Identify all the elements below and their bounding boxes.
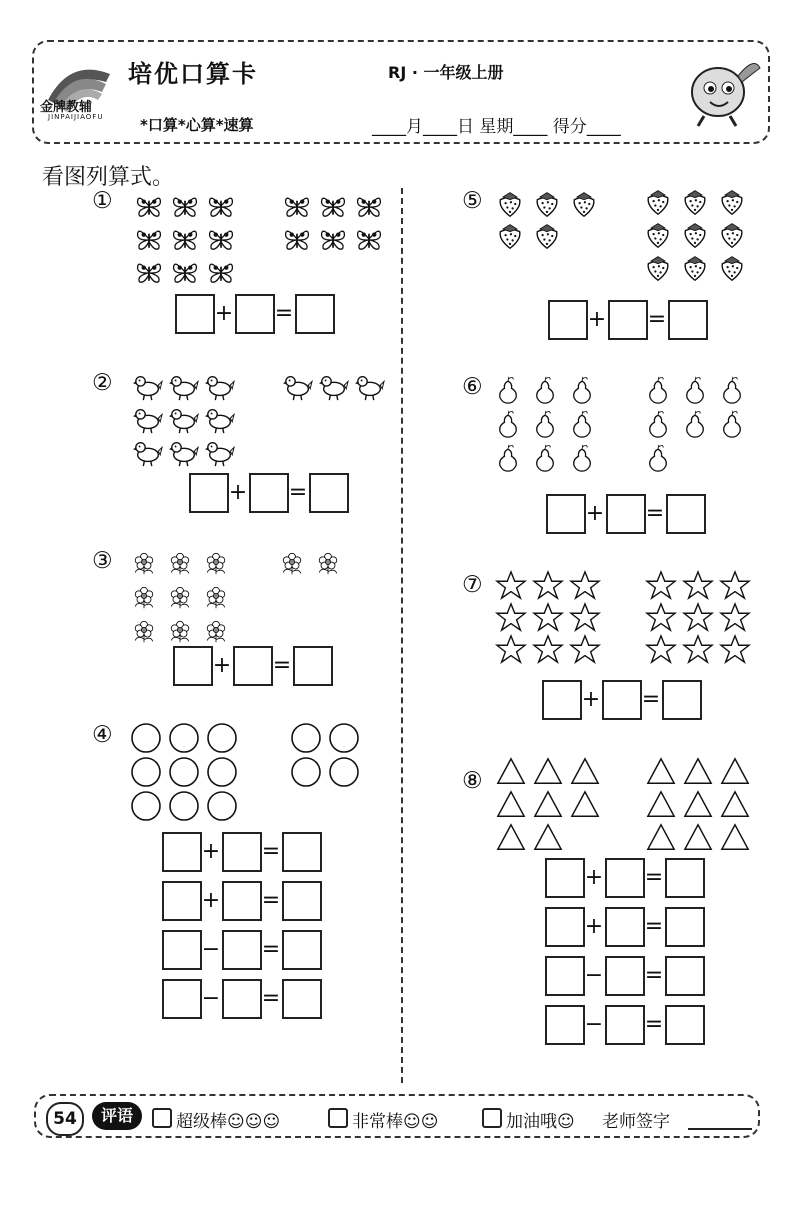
chicken-icon [205, 372, 235, 402]
pear-icon [494, 376, 522, 404]
triangle-icon [646, 789, 676, 819]
column-divider [401, 188, 403, 1083]
triangle-icon [533, 756, 563, 786]
answer-box[interactable] [605, 858, 645, 898]
answer-box[interactable] [542, 680, 582, 720]
answer-box[interactable] [668, 300, 708, 340]
operator-sign: + [584, 865, 604, 890]
operator-sign: − [584, 963, 604, 988]
chicken-icon [319, 372, 349, 402]
strawberry-icon [681, 221, 709, 249]
equals-sign: = [644, 865, 664, 890]
star-icon [720, 634, 750, 664]
option-keep-going-label: 加油哦☺ [506, 1112, 575, 1132]
chicken-icon [205, 438, 235, 468]
equals-sign: = [644, 963, 664, 988]
strawberry-icon [681, 254, 709, 282]
problem-number: ① [92, 188, 113, 214]
brand-name-en: JINPAIJIAOFU [48, 113, 104, 121]
answer-box[interactable] [222, 930, 262, 970]
triangle-icon [570, 756, 600, 786]
pear-icon [531, 410, 559, 438]
triangle-icon [496, 789, 526, 819]
operator-sign: + [201, 888, 221, 913]
butterfly-icon [283, 225, 311, 253]
answer-box[interactable] [189, 473, 229, 513]
instruction-text: 看图列算式。 [42, 165, 175, 190]
answer-box[interactable] [545, 1005, 585, 1045]
pear-icon [568, 376, 596, 404]
problem-number: ③ [92, 548, 113, 574]
answer-box[interactable] [293, 646, 333, 686]
chicken-icon [133, 405, 163, 435]
operator-sign: − [201, 986, 221, 1011]
strawberry-icon [533, 190, 561, 218]
star-icon [533, 570, 563, 600]
answer-box[interactable] [605, 907, 645, 947]
pear-icon [568, 410, 596, 438]
circle-icon [290, 722, 322, 754]
butterfly-icon [355, 192, 383, 220]
page-title: 培优口算卡 [128, 60, 258, 88]
strawberry-icon [496, 222, 524, 250]
problem-number: ② [92, 370, 113, 396]
answer-box[interactable] [545, 907, 585, 947]
answer-box[interactable] [235, 294, 275, 334]
triangle-icon [646, 822, 676, 852]
subtitle: *口算*心算*速算 [140, 116, 254, 134]
answer-box[interactable] [662, 680, 702, 720]
star-icon [683, 634, 713, 664]
flower-icon [130, 616, 158, 644]
answer-box[interactable] [222, 979, 262, 1019]
strawberry-icon [681, 188, 709, 216]
answer-box[interactable] [233, 646, 273, 686]
butterfly-icon [135, 192, 163, 220]
equals-sign: = [261, 986, 281, 1011]
butterfly-icon [135, 258, 163, 286]
pear-icon [568, 444, 596, 472]
pear-icon [718, 376, 746, 404]
book-logo-icon [40, 54, 116, 134]
brand-name: 金牌教辅 [40, 100, 93, 115]
circle-icon [328, 722, 360, 754]
triangle-icon [533, 822, 563, 852]
strawberry-icon [718, 254, 746, 282]
star-icon [496, 570, 526, 600]
strawberry-icon [718, 221, 746, 249]
pear-icon [644, 376, 672, 404]
butterfly-icon [319, 225, 347, 253]
equals-sign: = [272, 653, 292, 678]
triangle-icon [720, 822, 750, 852]
equals-sign: = [641, 687, 661, 712]
strawberry-icon [718, 188, 746, 216]
star-icon [496, 634, 526, 664]
checkbox-super[interactable] [152, 1108, 172, 1128]
star-icon [720, 570, 750, 600]
pear-icon [531, 444, 559, 472]
operator-sign: + [584, 914, 604, 939]
operator-sign: − [584, 1012, 604, 1037]
problem-number: ④ [92, 722, 113, 748]
option-very-good-label: 非常棒☺☺ [352, 1112, 439, 1132]
flower-icon [314, 548, 342, 576]
operator-sign: − [201, 937, 221, 962]
circle-icon [168, 756, 200, 788]
pear-icon [644, 444, 672, 472]
answer-box[interactable] [309, 473, 349, 513]
grade-label: RJ · 一年级上册 [388, 63, 504, 82]
operator-sign: + [581, 687, 601, 712]
strawberry-icon [570, 190, 598, 218]
answer-box[interactable] [546, 494, 586, 534]
flower-icon [166, 582, 194, 610]
star-icon [533, 602, 563, 632]
answer-box[interactable] [295, 294, 335, 334]
flower-icon [130, 548, 158, 576]
answer-box[interactable] [605, 1005, 645, 1045]
star-icon [533, 634, 563, 664]
star-icon [496, 602, 526, 632]
flower-icon [130, 582, 158, 610]
triangle-icon [720, 756, 750, 786]
strawberry-icon [496, 190, 524, 218]
pear-icon [494, 410, 522, 438]
equals-sign: = [645, 501, 665, 526]
answer-box[interactable] [665, 1005, 705, 1045]
star-icon [570, 634, 600, 664]
triangle-icon [496, 822, 526, 852]
chicken-icon [133, 372, 163, 402]
answer-box[interactable] [606, 494, 646, 534]
flower-icon [202, 616, 230, 644]
chicken-icon [355, 372, 385, 402]
star-icon [570, 570, 600, 600]
triangle-icon [496, 756, 526, 786]
answer-box[interactable] [666, 494, 706, 534]
circle-icon [206, 790, 238, 822]
answer-box[interactable] [282, 979, 322, 1019]
operator-sign: + [212, 653, 232, 678]
strawberry-icon [533, 222, 561, 250]
strawberry-icon [644, 188, 672, 216]
butterfly-icon [171, 258, 199, 286]
triangle-icon [720, 789, 750, 819]
equals-sign: = [261, 937, 281, 962]
signature-line[interactable] [688, 1128, 752, 1130]
butterfly-icon [207, 258, 235, 286]
butterfly-icon [207, 225, 235, 253]
strawberry-icon [644, 254, 672, 282]
answer-box[interactable] [665, 858, 705, 898]
equals-sign: = [288, 480, 308, 505]
operator-sign: + [201, 839, 221, 864]
comment-label: 评语 [92, 1102, 142, 1130]
operator-sign: + [228, 480, 248, 505]
chicken-icon [133, 438, 163, 468]
triangle-icon [533, 789, 563, 819]
answer-box[interactable] [665, 956, 705, 996]
triangle-icon [683, 789, 713, 819]
problem-number: ⑥ [462, 374, 483, 400]
butterfly-icon [171, 192, 199, 220]
pear-icon [718, 410, 746, 438]
answer-box[interactable] [222, 832, 262, 872]
operator-sign: + [585, 501, 605, 526]
strawberry-icon [644, 221, 672, 249]
equals-sign: = [274, 301, 294, 326]
triangle-icon [683, 822, 713, 852]
equals-sign: = [644, 914, 664, 939]
circle-icon [130, 722, 162, 754]
butterfly-icon [355, 225, 383, 253]
equals-sign: = [261, 888, 281, 913]
pear-icon [681, 376, 709, 404]
circle-icon [130, 756, 162, 788]
chicken-icon [283, 372, 313, 402]
answer-box[interactable] [162, 881, 202, 921]
chicken-icon [169, 438, 199, 468]
circle-icon [290, 756, 322, 788]
star-icon [570, 602, 600, 632]
problem-number: ⑦ [462, 572, 483, 598]
star-icon [646, 634, 676, 664]
date-score-fields[interactable]: ____月____日 星期____ 得分____ [372, 117, 621, 137]
star-icon [646, 570, 676, 600]
star-icon [720, 602, 750, 632]
butterfly-icon [135, 225, 163, 253]
flower-icon [278, 548, 306, 576]
answer-box[interactable] [605, 956, 645, 996]
answer-box[interactable] [175, 294, 215, 334]
problem-number: ⑧ [462, 768, 483, 794]
flower-icon [202, 548, 230, 576]
circle-icon [206, 756, 238, 788]
triangle-icon [570, 789, 600, 819]
checkbox-very-good[interactable] [328, 1108, 348, 1128]
star-icon [683, 570, 713, 600]
mascot-icon [678, 46, 764, 128]
butterfly-icon [319, 192, 347, 220]
problem-number: ⑤ [462, 188, 483, 214]
answer-box[interactable] [173, 646, 213, 686]
answer-box[interactable] [282, 930, 322, 970]
answer-box[interactable] [282, 881, 322, 921]
page-number: 54 [46, 1102, 84, 1136]
circle-icon [168, 722, 200, 754]
answer-box[interactable] [282, 832, 322, 872]
triangle-icon [683, 756, 713, 786]
butterfly-icon [283, 192, 311, 220]
circle-icon [328, 756, 360, 788]
butterfly-icon [171, 225, 199, 253]
pear-icon [644, 410, 672, 438]
answer-box[interactable] [545, 858, 585, 898]
equals-sign: = [644, 1012, 664, 1037]
checkbox-keep-going[interactable] [482, 1108, 502, 1128]
signature-label: 老师签字 [602, 1112, 670, 1132]
answer-box[interactable] [249, 473, 289, 513]
star-icon [646, 602, 676, 632]
option-super-label: 超级棒☺☺☺ [176, 1112, 281, 1132]
pear-icon [494, 444, 522, 472]
butterfly-icon [207, 192, 235, 220]
answer-box[interactable] [162, 979, 202, 1019]
circle-icon [130, 790, 162, 822]
answer-box[interactable] [602, 680, 642, 720]
operator-sign: + [587, 307, 607, 332]
flower-icon [166, 548, 194, 576]
equals-sign: = [261, 839, 281, 864]
answer-box[interactable] [162, 832, 202, 872]
operator-sign: + [214, 301, 234, 326]
equals-sign: = [647, 307, 667, 332]
triangle-icon [646, 756, 676, 786]
answer-box[interactable] [545, 956, 585, 996]
answer-box[interactable] [222, 881, 262, 921]
star-icon [683, 602, 713, 632]
flower-icon [202, 582, 230, 610]
answer-box[interactable] [608, 300, 648, 340]
pear-icon [681, 410, 709, 438]
circle-icon [168, 790, 200, 822]
chicken-icon [169, 405, 199, 435]
answer-box[interactable] [548, 300, 588, 340]
pear-icon [531, 376, 559, 404]
flower-icon [166, 616, 194, 644]
answer-box[interactable] [162, 930, 202, 970]
answer-box[interactable] [665, 907, 705, 947]
chicken-icon [169, 372, 199, 402]
circle-icon [206, 722, 238, 754]
chicken-icon [205, 405, 235, 435]
